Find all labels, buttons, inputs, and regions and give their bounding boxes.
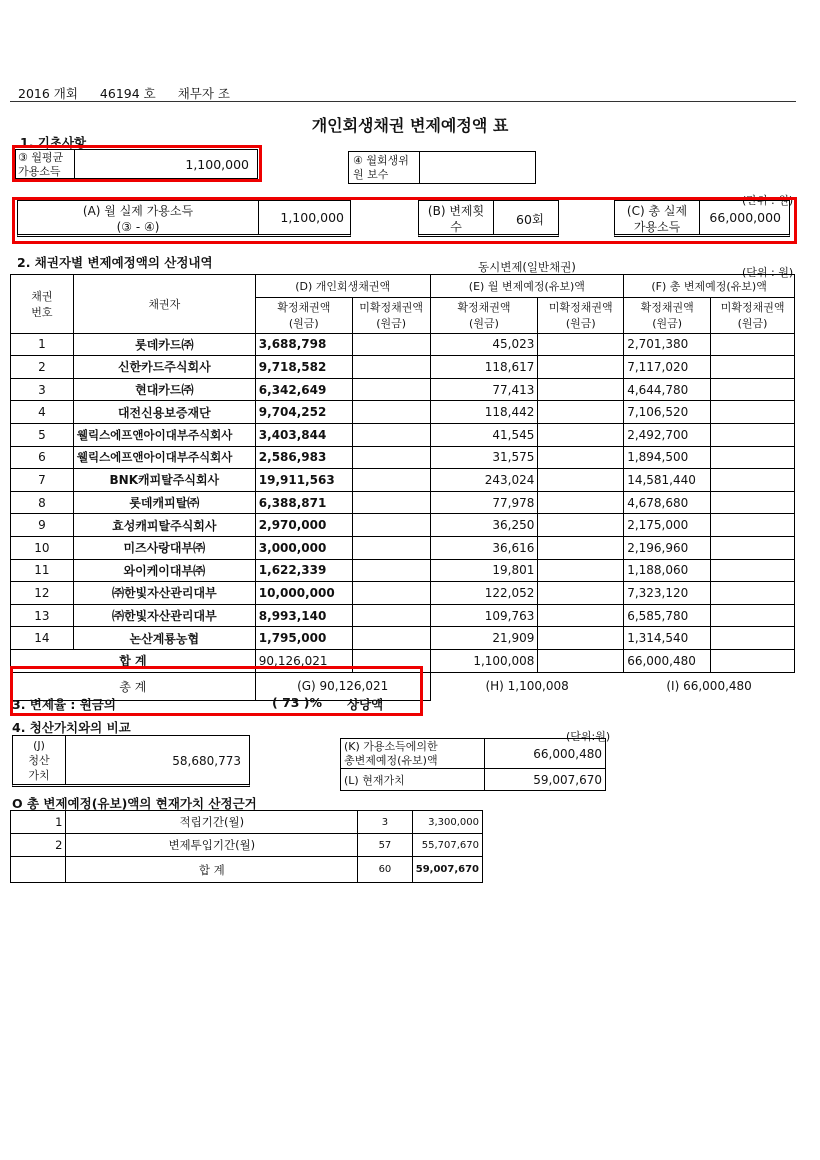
header-rule — [10, 101, 796, 102]
present-value: 59,007,670 — [485, 769, 606, 791]
sum-amount: 59,007,670 — [412, 857, 482, 883]
sub-header-unfixed: 미확정채권액 (원금) — [711, 297, 795, 333]
sum-row — [11, 857, 483, 883]
sub-header-fixed: 확정채권액 (원금) — [624, 297, 711, 333]
table-row: 5 웰릭스에프앤아이대부주식회사 3,403,844 41,545 2,492,700 — [11, 423, 795, 446]
planned-repayment-value: 66,000,480 — [485, 739, 606, 769]
sum-months: 60 — [358, 857, 413, 883]
present-value-table — [10, 810, 483, 883]
debtor-name: 채무자 조 — [177, 86, 231, 101]
table-row: 13 ㈜한빛자산관리대부 8,993,140 109,763 6,585,780 — [11, 604, 795, 627]
col-header-monthly: (E) 월 변제예정(유보)액 — [430, 275, 624, 298]
monthly-income-label: (A) 월 실제 가용소득 — [82, 204, 194, 218]
table-row: 14 논산계룡농협 1,795,000 21,909 1,314,540 — [11, 627, 795, 650]
grand-total-claim: (G) 90,126,021 — [255, 672, 430, 700]
liquidation-value-box: (J) 청산 가치 58,680,773 — [12, 735, 250, 787]
trustee-fee-box: ④ 월회생위 원 보수 — [348, 151, 536, 184]
repayment-rate-suffix: 상당액 — [347, 697, 384, 712]
unit-label: (단위 : 원) — [742, 194, 794, 207]
total-income-label: (C) 총 실제 — [626, 204, 688, 218]
case-number: 46194 호 — [99, 86, 156, 101]
trustee-fee-label: ④ 월회생위 — [353, 154, 409, 167]
repayment-count-box: (B) 변제횟 수 60회 — [418, 200, 559, 237]
total-income-value: 66,000,000 — [709, 210, 781, 225]
table-row: 3 현대카드㈜ 6,342,649 77,413 4,644,780 — [11, 378, 795, 401]
avg-income-box: ③ 월평균 가용소득 1,100,000 — [15, 149, 258, 179]
liquidation-value: 58,680,773 — [172, 754, 241, 768]
col-header-number: 채권 번호 — [11, 275, 74, 334]
section1-title: 1. 기초사항 — [20, 135, 87, 150]
present-value-basis-title: O 총 변제예정(유보)액의 현재가치 산정근거 — [12, 796, 257, 811]
divider — [74, 150, 75, 178]
repayment-rate-label: 3. 변제율 : 원금의 — [12, 697, 116, 712]
table-row: 11 와이케이대부㈜ 1,622,339 19,801 1,188,060 — [11, 559, 795, 582]
col-header-creditor: 채권자 — [73, 275, 255, 334]
table-row: 2 변제투입기간(월) 57 55,707,670 — [11, 834, 483, 857]
table-row: 6 웰릭스에프앤아이대부주식회사 2,586,983 31,575 1,894,500 — [11, 446, 795, 469]
page-title: 개인회생채권 변제예정액 표 — [311, 116, 509, 135]
monthly-income-value: 1,100,000 — [280, 210, 344, 225]
repayment-count-label: (B) 변제횟 — [427, 204, 485, 218]
sum-label: 합 계 — [66, 857, 358, 883]
sum-claim: 90,126,021 — [255, 649, 352, 672]
sum-label: 합 계 — [11, 649, 256, 672]
unit-label: (단위 : 원) — [742, 266, 794, 279]
table-row: 2 신한카드주식회사 9,718,582 118,617 7,117,020 — [11, 356, 795, 379]
repayment-count-value: 60회 — [516, 212, 544, 227]
table-row: 1 적립기간(월) 3 3,300,000 — [11, 811, 483, 834]
col-header-claim: (D) 개인회생채권액 — [255, 275, 430, 298]
grand-total-monthly: (H) 1,100,008 — [485, 679, 569, 694]
liquidation-label: (J) — [33, 739, 45, 752]
section2-title: 2. 채권자별 변제예정액의 산정내역 — [17, 255, 213, 270]
divider — [258, 201, 259, 235]
divider — [699, 201, 700, 235]
divider — [419, 152, 420, 183]
value-comparison-table — [340, 738, 606, 791]
table-row: 10 미즈사랑대부㈜ 3,000,000 36,616 2,196,960 — [11, 536, 795, 559]
avg-income-value: 1,100,000 — [185, 157, 249, 172]
sub-header-fixed: 확정채권액 (원금) — [430, 297, 538, 333]
col-header-total: (F) 총 변제예정(유보)액 — [624, 275, 795, 298]
section4-title: 4. 청산가치와의 비교 — [12, 720, 131, 735]
table-row: 4 대전신용보증재단 9,704,252 118,442 7,106,520 — [11, 401, 795, 424]
case-header — [18, 84, 248, 102]
total-income-box: (C) 총 실제 가용소득 66,000,000 — [614, 200, 790, 237]
sub-header-unfixed: 미확정채권액 (원금) — [352, 297, 430, 333]
table-row: 12 ㈜한빛자산관리대부 10,000,000 122,052 7,323,120 — [11, 582, 795, 605]
repayment-rate-value: ( 73 )% — [272, 695, 323, 710]
planned-repayment-label: (K) 가용소득에의한 총변제예정(유보)액 — [341, 739, 485, 769]
unit-label: (단위:원) — [566, 730, 611, 743]
table-row: 8 롯데캐피탈㈜ 6,388,871 77,978 4,678,680 — [11, 491, 795, 514]
sub-header-unfixed: 미확정채권액 (원금) — [538, 297, 624, 333]
table-row: 1 롯데카드㈜ 3,688,798 45,023 2,701,380 — [11, 333, 795, 356]
repayment-method: 동시변제(일반채권) — [478, 260, 576, 274]
creditor-table — [10, 274, 795, 701]
table-row: 9 효성캐피탈주식회사 2,970,000 36,250 2,175,000 — [11, 514, 795, 537]
grand-total-label: 총 계 — [11, 672, 256, 700]
case-year: 2016 개회 — [18, 86, 78, 101]
avg-income-label: ③ 월평균 — [18, 151, 64, 164]
divider — [65, 736, 66, 785]
sum-total: 66,000,480 — [624, 649, 711, 672]
sum-monthly: 1,100,008 — [430, 649, 538, 672]
grand-total-total: (I) 66,000,480 — [666, 679, 752, 694]
monthly-income-box: (A) 월 실제 가용소득 (③ - ④) 1,100,000 — [17, 200, 351, 237]
table-row: 7 BNK캐피탈주식회사 19,911,563 243,024 14,581,440 — [11, 469, 795, 492]
sub-header-fixed: 확정채권액 (원금) — [255, 297, 352, 333]
divider — [493, 201, 494, 235]
present-value-label: (L) 현재가치 — [341, 769, 485, 791]
